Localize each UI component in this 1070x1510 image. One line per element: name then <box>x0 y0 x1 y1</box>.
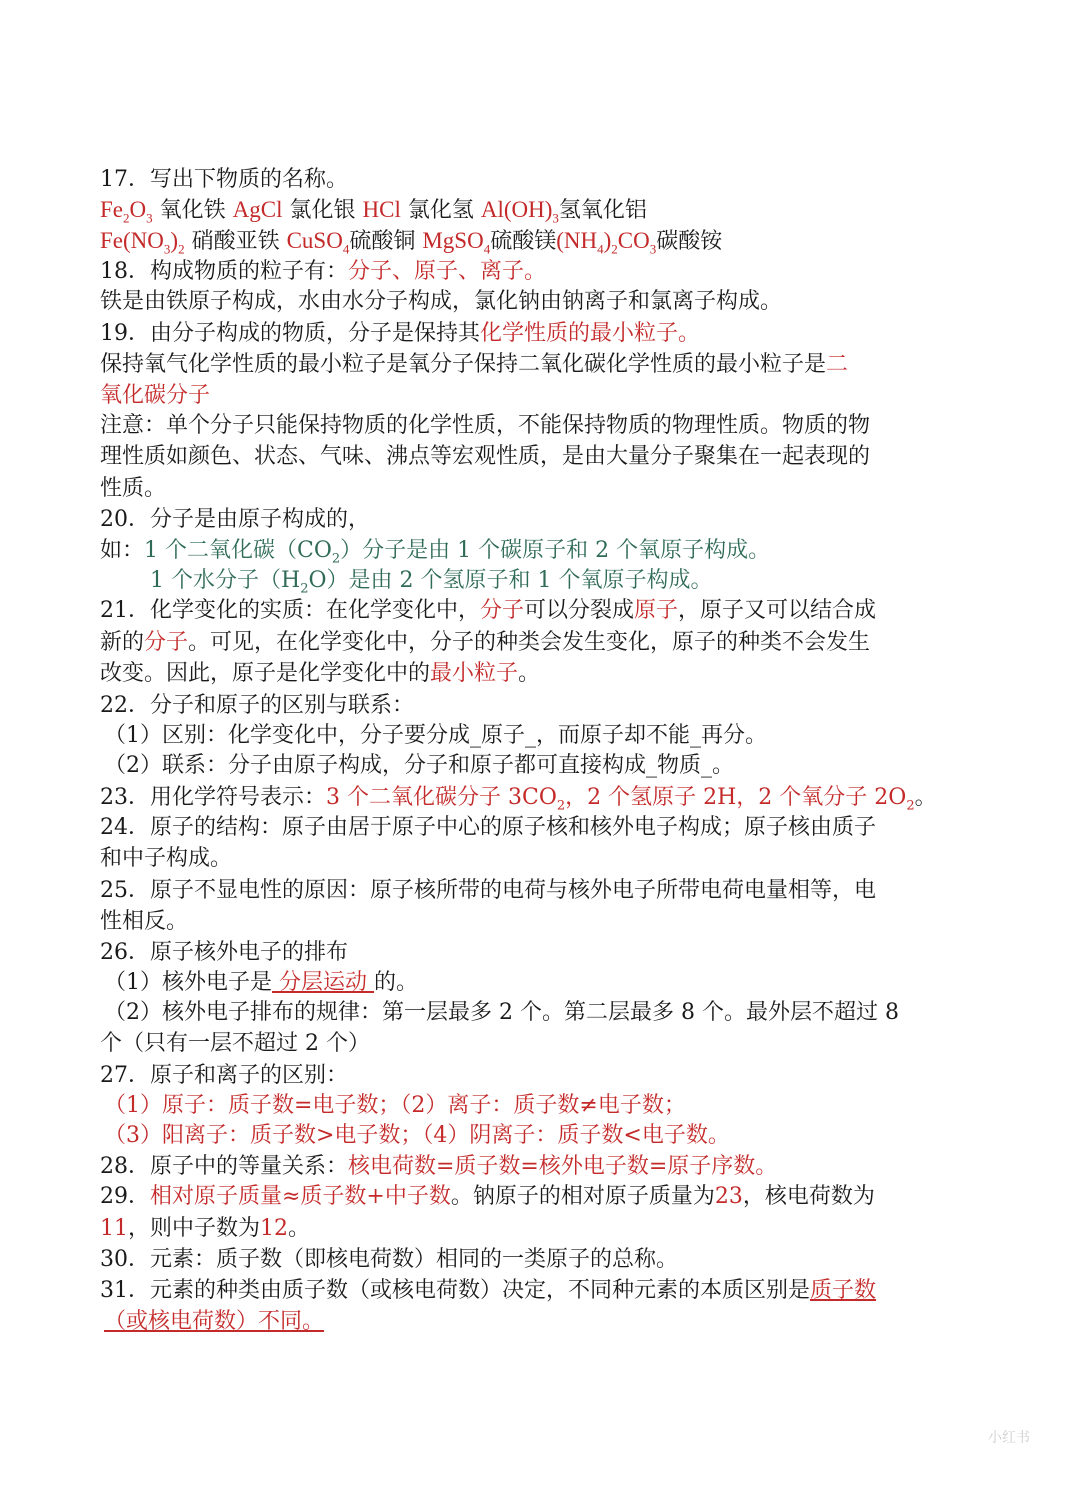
item-20-line1: 20．分子是由原子构成的， <box>100 507 370 532</box>
formula-aloh3: $Al(OH)_3$ <box>480 197 559 226</box>
name-mgso4: 硫酸镁 <box>490 229 557 254</box>
item-24-line2: 和中子构成。 <box>100 846 233 871</box>
name-cuso4: 硫酸铜 <box>349 229 416 254</box>
item-27-line2: （3）阳离子：质子数>电子数；（4）阴离子：质子数<电子数。 <box>104 1123 730 1148</box>
item-20-line3: 1 个水分子$(H_2O)$是由 2 个氢原子和 1 个氧原子构成。 <box>150 568 713 596</box>
item-21-line3: 改变。因此，原子是化学变化中的最小粒子。 <box>100 661 541 686</box>
item-27-line1: （1）原子：质子数=电子数；（2）离子：质子数≠电子数； <box>104 1093 686 1118</box>
name-nh42co3: 碳酸铵 <box>656 229 723 254</box>
formula-agcl: AgCl <box>232 197 283 222</box>
name-agcl: 氯化银 <box>289 198 356 223</box>
item-31-line1: 31．元素的种类由质子数（或核电荷数）决定，不同种元素的本质区别是质子数 <box>100 1278 877 1303</box>
item-19-line2: 保持氧气化学性质的最小粒子是氧分子保持二氧化碳化学性质的最小粒子是二 <box>100 352 849 377</box>
item-22-heading: 22．分子和原子的区别与联系： <box>100 693 414 718</box>
item-17-formulas-line1 <box>100 194 980 226</box>
name-fe2o3: 氧化铁 <box>159 198 226 223</box>
item-20-line2: 如：1 个二氧化碳$(CO_2)$分子是由 1 个碳原子和 2 个氧原子构成。 <box>100 538 771 566</box>
formula-cuso4: CuSO$_4$ <box>286 228 350 257</box>
item-28: 28．原子中的等量关系：核电荷数=质子数=核外电子数=原子序数。 <box>100 1154 778 1179</box>
item-19-line3: 氧化碳分子 <box>100 383 211 408</box>
formula-mgso4: MgSO$_4$ <box>422 228 491 257</box>
item-22-sub2: （2）联系：分子由原子构成，分子和原子都可直接构成_物质_。 <box>104 753 734 778</box>
item-19-line1: 19．由分子构成的物质，分子是保持其化学性质的最小粒子。 <box>100 321 701 346</box>
formula-nh42co3: $(NH_4)_2CO_3$ <box>556 228 657 257</box>
item-29-line1: 29．相对原子质量≈质子数+中子数。钠原子的相对原子质量为23，核电荷数为 <box>100 1184 875 1209</box>
item-31-line2: （或核电荷数）不同。 <box>104 1309 325 1334</box>
item-19-note-3: 性质。 <box>100 476 167 501</box>
item-18-line2: 铁是由铁原子构成，水由水分子构成，氯化钠由钠离子和氯离子构成。 <box>100 289 783 314</box>
item-22-sub1: （1）区别：化学变化中，分子要分成_原子_，而原子却不能_再分。 <box>104 723 767 748</box>
item-26-sub1: （1）核外电子是 分层运动 的。 <box>104 970 419 995</box>
item-25-line2: 性相反。 <box>100 909 189 934</box>
name-aloh3: 氢氧化铝 <box>558 198 647 223</box>
item-17-heading: 17．写出下物质的名称。 <box>100 167 348 192</box>
item-17-formulas-line2 <box>100 225 980 257</box>
item-19-note-1: 注意：单个分子只能保持物质的化学性质，不能保持物质的物理性质。物质的物 <box>100 413 871 438</box>
item-18-line1: 18．构成物质的粒子有：分子、原子、离子。 <box>100 259 547 284</box>
item-23: 23．用化学符号表示：3 个二氧化碳分子 $3CO_2$，2 个氢原子 2H，2 个氧分子 $2O_2$。 <box>100 785 937 813</box>
item-26-sub2-cont: 个（只有一层不超过 2 个） <box>100 1031 370 1056</box>
item-30: 30．元素：质子数（即核电荷数）相同的一类原子的总称。 <box>100 1247 678 1272</box>
item-27-heading: 27．原子和离子的区别： <box>100 1063 348 1088</box>
item-29-line2: 11，则中子数为12。 <box>100 1216 311 1241</box>
name-hcl: 氯化氢 <box>407 198 474 223</box>
item-21-line2: 新的分子。可见，在化学变化中，分子的种类会发生变化，原子的种类不会发生 <box>100 630 871 655</box>
item-25-line1: 25．原子不显电性的原因：原子核所带的电荷与核外电子所带电荷电量相等，电 <box>100 878 876 903</box>
item-26-sub2: （2）核外电子排布的规律：第一层最多 2 个。第二层最多 8 个。最外层不超过 8 <box>104 1000 899 1025</box>
formula-fe2o3: $Fe_2O_3$ <box>100 197 153 226</box>
name-feno32: 硝酸亚铁 <box>191 229 280 254</box>
item-21-line1: 21．化学变化的实质：在化学变化中，分子可以分裂成原子，原子又可以结合成 <box>100 598 877 623</box>
watermark-logo: 小红书 <box>988 1429 1030 1445</box>
item-19-note-2: 理性质如颜色、状态、气味、沸点等宏观性质，是由大量分子聚集在一起表现的 <box>100 444 871 469</box>
item-24-line1: 24．原子的结构：原子由居于原子中心的原子核和核外电子构成；原子核由质子 <box>100 815 876 840</box>
formula-hcl: HCl <box>362 197 401 222</box>
item-26-heading: 26．原子核外电子的排布 <box>100 940 348 965</box>
formula-feno32: $Fe(NO_3)_2$ <box>100 228 185 257</box>
